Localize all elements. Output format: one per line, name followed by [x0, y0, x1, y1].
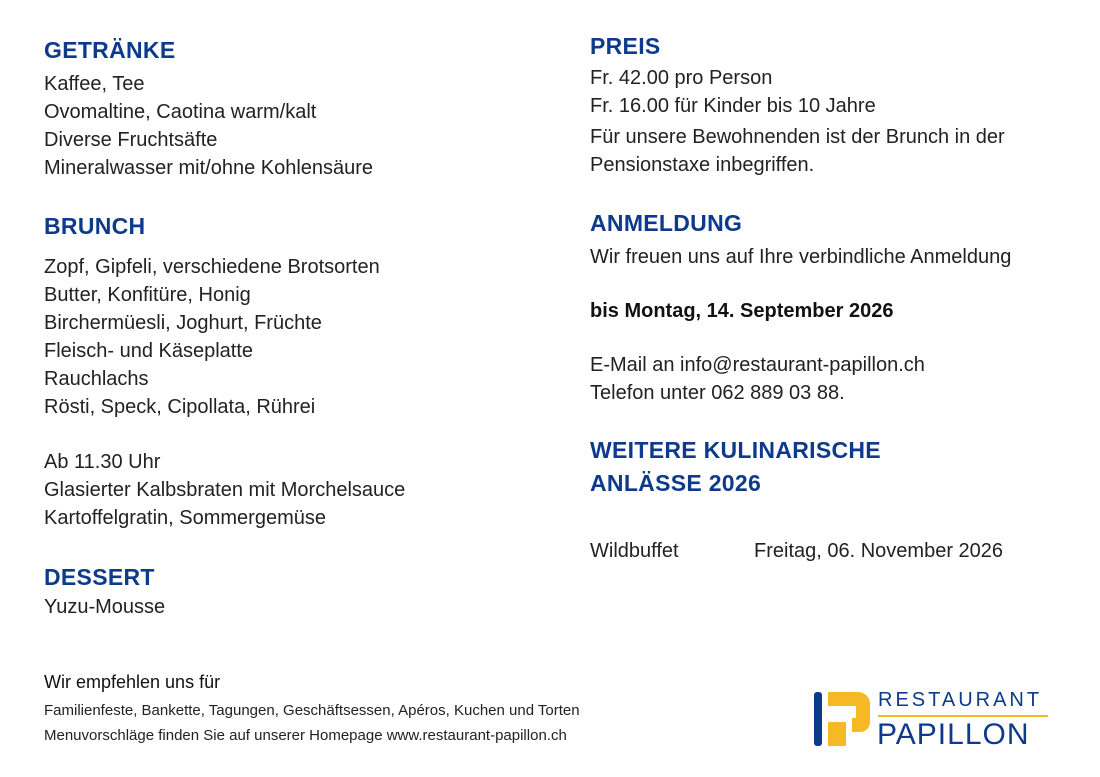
- list-item: Kartoffelgratin, Sommergemüse: [44, 507, 326, 529]
- dessert-list: [44, 593, 165, 621]
- list-item: Ovomaltine, Caotina warm/kalt: [44, 101, 317, 123]
- list-item: Rösti, Speck, Cipollata, Rührei: [44, 396, 316, 418]
- list-item: Butter, Konfitüre, Honig: [44, 284, 251, 306]
- logo-text-papillon: PAPILLON: [877, 718, 1030, 751]
- footer-line-homepage: Menuvorschläge finden Sie auf unserer Homepage www.restaurant-papillon.ch: [44, 727, 567, 744]
- note-line: Pensionstaxe inbegriffen.: [590, 154, 815, 176]
- list-item: Birchermüesli, Joghurt, Früchte: [44, 312, 322, 334]
- list-item: Glasierter Kalbsbraten mit Morchelsauce: [44, 479, 406, 501]
- heading-preis: PREIS: [590, 33, 661, 59]
- heading-anmeldung: ANMELDUNG: [590, 210, 743, 236]
- footer-line-services: Familienfeste, Bankette, Tagungen, Geschäftsessen, Apéros, Kuchen und Torten: [44, 702, 580, 719]
- anmeldung-intro: Wir freuen uns auf Ihre verbindliche Anmeldung: [590, 246, 1012, 268]
- logo-text-restaurant: RESTAURANT: [878, 689, 1043, 711]
- heading-brunch: BRUNCH: [44, 213, 146, 239]
- list-item: Mineralwasser mit/ohne Kohlensäure: [44, 157, 374, 179]
- heading-dessert: DESSERT: [44, 564, 155, 590]
- event-name: Wildbuffet: [590, 540, 679, 562]
- phone-contact[interactable]: Telefon unter 062 889 03 88.: [590, 382, 845, 404]
- getraenke-list: [44, 70, 373, 182]
- preis-note: [590, 123, 1005, 179]
- list-item: Zopf, Gipfeli, verschiedene Brotsorten: [44, 256, 380, 278]
- heading-weitere-line2: ANLÄSSE 2026: [590, 470, 762, 496]
- email-contact[interactable]: E-Mail an info@restaurant-papillon.ch: [590, 354, 925, 376]
- list-item: Yuzu-Mousse: [44, 596, 166, 618]
- list-item: Diverse Fruchtsäfte: [44, 129, 218, 151]
- list-item: Rauchlachs: [44, 368, 149, 390]
- footer-heading: Wir empfehlen uns für: [44, 672, 221, 692]
- list-item: Fleisch- und Käseplatte: [44, 340, 254, 362]
- price-line: Fr. 16.00 für Kinder bis 10 Jahre: [590, 95, 876, 117]
- price-line: Fr. 42.00 pro Person: [590, 67, 773, 89]
- brunch-list: [44, 253, 380, 421]
- list-item: Kaffee, Tee: [44, 73, 145, 95]
- preis-lines: [590, 64, 876, 120]
- event-date: Freitag, 06. November 2026: [754, 540, 1004, 562]
- anmeldung-deadline: bis Montag, 14. September 2026: [590, 300, 894, 322]
- note-line: Für unsere Bewohnenden ist der Brunch in der: [590, 126, 1005, 148]
- heading-getraenke: GETRÄNKE: [44, 37, 176, 63]
- brunch-list-lunch: [44, 448, 405, 532]
- anmeldung-contact: [590, 351, 925, 407]
- logo-divider: [878, 715, 1048, 717]
- list-item: Ab 11.30 Uhr: [44, 451, 161, 473]
- heading-weitere-line1: WEITERE KULINARISCHE: [590, 437, 881, 463]
